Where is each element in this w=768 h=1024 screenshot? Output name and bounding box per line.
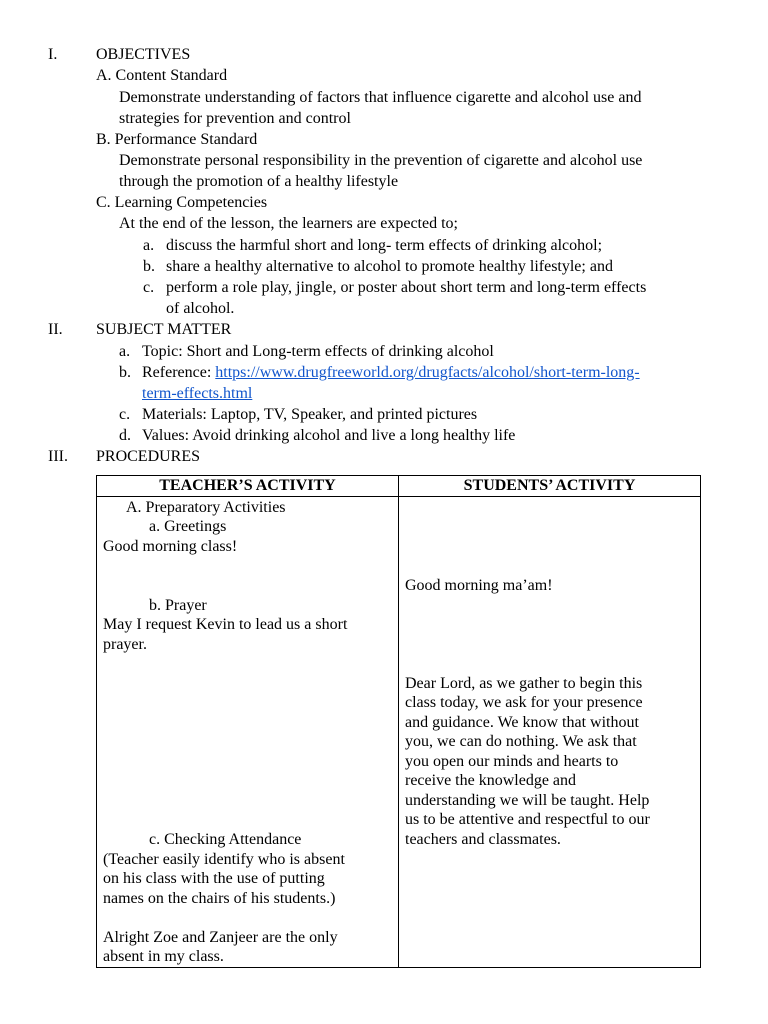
section-numeral-procedures: III. xyxy=(48,448,68,465)
procedures-table xyxy=(96,475,701,968)
teacher-prayer-request-line1: May I request Kevin to lead us a short xyxy=(103,616,348,633)
student-prayer-line: receive the knowledge and xyxy=(405,772,577,789)
competency-text-c: perform a role play, jingle, or poster about short term and long-term effects xyxy=(166,279,647,296)
attendance-note-line2: on his class with the use of putting xyxy=(103,870,325,887)
subject-values: Values: Avoid drinking alcohol and live a long healthy life xyxy=(142,427,516,444)
student-greeting-reply: Good morning ma’am! xyxy=(405,577,553,594)
content-standard-text-line1: Demonstrate understanding of factors that influence cigarette and alcohol use and xyxy=(119,89,642,106)
subject-reference xyxy=(142,362,640,383)
student-prayer-line: you, we can do nothing. We ask that xyxy=(405,733,637,750)
section-numeral-subject: II. xyxy=(48,321,63,338)
reference-link-line2[interactable]: term-effects.html xyxy=(142,385,253,402)
subject-letter-b: b. xyxy=(119,364,131,381)
reference-link[interactable]: https://www.drugfreeworld.org/drugfacts/alcohol/short-term-long- xyxy=(215,364,640,381)
table-row xyxy=(97,497,701,968)
subject-topic: Topic: Short and Long-term effects of drinking alcohol xyxy=(142,343,494,360)
competency-text-c-cont: of alcohol. xyxy=(166,300,235,317)
competency-text-b: share a healthy alternative to alcohol to promote healthy lifestyle; and xyxy=(166,258,613,275)
teacher-greeting: Good morning class! xyxy=(103,538,238,555)
reference-label: Reference: xyxy=(142,364,216,381)
competency-letter-a: a. xyxy=(143,237,155,254)
table-header-row xyxy=(97,476,701,497)
performance-standard-text-line1: Demonstrate personal responsibility in the prevention of cigarette and alcohol use xyxy=(119,152,643,169)
student-prayer-line: teachers and classmates. xyxy=(405,831,561,848)
subject-letter-c: c. xyxy=(119,406,131,423)
attendance-note-line1: (Teacher easily identify who is absent xyxy=(103,851,345,868)
section-heading-objectives: OBJECTIVES xyxy=(96,46,191,63)
col-header-teacher: TEACHER’S ACTIVITY xyxy=(97,476,399,497)
absent-statement-line1: Alright Zoe and Zanjeer are the only xyxy=(103,929,338,946)
student-prayer-line: you open our minds and hearts to xyxy=(405,753,619,770)
greetings-label: a. Greetings xyxy=(149,518,227,535)
reference-link-cont xyxy=(142,383,252,404)
section-heading-procedures: PROCEDURES xyxy=(96,448,201,465)
content-standard-text-line2: strategies for prevention and control xyxy=(119,110,351,127)
content-standard-label: A. Content Standard xyxy=(96,67,228,84)
competency-text-a: discuss the harmful short and long- term effects of drinking alcohol; xyxy=(166,237,603,254)
subject-materials: Materials: Laptop, TV, Speaker, and printed pictures xyxy=(142,406,478,423)
student-prayer-line: class today, we ask for your presence xyxy=(405,694,643,711)
competency-letter-c: c. xyxy=(143,279,155,296)
subject-letter-d: d. xyxy=(119,427,131,444)
learning-competencies-intro: At the end of the lesson, the learners are expected to; xyxy=(119,215,458,232)
learning-competencies-label: C. Learning Competencies xyxy=(96,194,268,211)
absent-statement-line2: absent in my class. xyxy=(103,948,224,965)
performance-standard-label: B. Performance Standard xyxy=(96,131,258,148)
student-prayer-line: and guidance. We know that without xyxy=(405,714,639,731)
teacher-activity-cell xyxy=(97,497,399,968)
attendance-note-line3: names on the chairs of his students.) xyxy=(103,890,336,907)
performance-standard-text-line2: through the promotion of a healthy lifestyle xyxy=(119,173,399,190)
student-prayer-line: us to be attentive and respectful to our xyxy=(405,811,650,828)
section-numeral-objectives: I. xyxy=(48,46,58,63)
preparatory-activities-label: A. Preparatory Activities xyxy=(126,499,286,516)
teacher-prayer-request-line2: prayer. xyxy=(103,636,147,653)
section-heading-subject: SUBJECT MATTER xyxy=(96,321,232,338)
prayer-label: b. Prayer xyxy=(149,597,207,614)
competency-letter-b: b. xyxy=(143,258,155,275)
student-prayer-line: Dear Lord, as we gather to begin this xyxy=(405,675,643,692)
subject-letter-a: a. xyxy=(119,343,131,360)
students-activity-cell xyxy=(399,497,701,968)
student-prayer-line: understanding we will be taught. Help xyxy=(405,792,650,809)
attendance-label: c. Checking Attendance xyxy=(149,831,302,848)
col-header-students: STUDENTS’ ACTIVITY xyxy=(399,476,701,497)
